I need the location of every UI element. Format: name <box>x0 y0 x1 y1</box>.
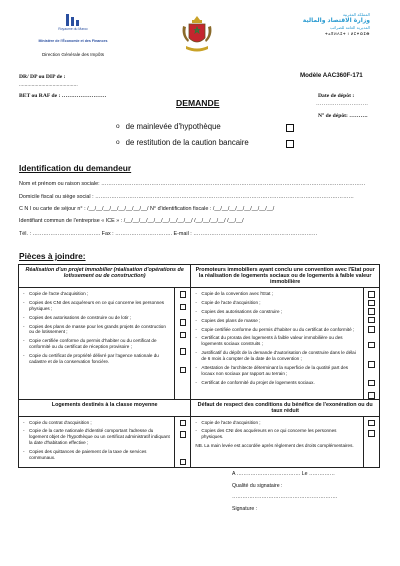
list-item: - Justificatif du dépôt de la demande d'autorisation de construire dans le délai de 6 mois à compter de la date de la convention ; <box>195 350 356 361</box>
piece-checkbox[interactable] <box>180 420 187 427</box>
defaut-respect-checkboxes <box>364 416 380 467</box>
list-item: - Copies des plans de masse ; <box>195 317 261 323</box>
qualite-label: Qualité du signataire : <box>232 483 283 489</box>
ministry-logo <box>34 14 112 57</box>
identification-title: Identification du demandeur <box>19 163 132 173</box>
cni-if-field[interactable]: C N I ou carte de séjour n° : /__/__/__/__/__/__/__/__/ N° d'identification fiscale : /__/__/__/__/__/__/__/__/ <box>19 206 275 212</box>
list-item: - Copie de l'acte d'acquisition ; <box>195 419 261 425</box>
header-defaut-respect: Défaut de respect des conditions du bénéfice de l'exonération ou du taux réduit <box>191 399 380 416</box>
promoteurs-list <box>191 288 364 400</box>
qualite-field[interactable]: ……………………………………………………. <box>232 494 338 500</box>
option-mainlevee <box>116 122 296 131</box>
option-bullet: o <box>116 123 120 130</box>
ministry-name: Ministère de l'Économie et des Finances <box>38 39 108 43</box>
arabic-line-2: وزارة الاقتصاد والمالية <box>302 17 370 25</box>
ice-field[interactable]: Identifiant commun de l'entreprise « ICE » : /__/__/__/__/__/__/__/__/__/ /__/__/__/__/ /__/__/ <box>19 218 244 224</box>
piece-checkbox[interactable] <box>368 291 375 298</box>
piece-checkbox[interactable] <box>368 342 375 349</box>
classe-moyenne-list <box>19 416 175 467</box>
piece-checkbox[interactable] <box>180 459 187 466</box>
piece-checkbox[interactable] <box>368 430 375 437</box>
coat-of-arms-icon <box>180 14 214 54</box>
dr-dp-dots[interactable]: .......................................... <box>19 82 78 88</box>
defaut-respect-list <box>191 416 364 467</box>
list-item: - Copie de la carte nationale d'identité comportant l'adresse du logement objet de l'hypothèque ou un certificat administratif indiquant la date d'habitation effective ; <box>23 428 170 446</box>
projet-immobilier-checkboxes <box>175 288 191 400</box>
royaume-text: Royaume du Maroc <box>58 27 88 31</box>
signature-label[interactable]: Signature : <box>232 506 258 512</box>
list-item: - Copie du contrat d'acquisition ; <box>23 419 92 425</box>
date-depot-label: Date de dépôt : <box>318 93 355 99</box>
piece-checkbox[interactable] <box>180 319 187 326</box>
classe-moyenne-checkboxes <box>175 416 191 467</box>
piece-checkbox[interactable] <box>180 332 187 339</box>
piece-checkbox[interactable] <box>180 304 187 311</box>
piece-checkbox[interactable] <box>180 367 187 374</box>
piece-checkbox[interactable] <box>368 420 375 427</box>
bet-raf-label[interactable]: BET ou RAF de : …………………… <box>19 93 107 99</box>
piece-checkbox[interactable] <box>368 300 375 307</box>
list-item: - Copies des autorisations de construire ; <box>195 308 283 314</box>
model-number: Modèle AAC360F-171 <box>300 72 363 79</box>
piece-checkbox[interactable] <box>368 308 375 315</box>
piece-checkbox[interactable] <box>180 291 187 298</box>
header-classe-moyenne: Logements destinés à la classe moyenne <box>19 399 191 416</box>
list-item: - Copie certifiée conforme du permis d'habiter ou du certificat de conformité ; <box>195 326 355 332</box>
piece-checkbox[interactable] <box>180 431 187 438</box>
projet-immobilier-list <box>19 288 175 400</box>
list-item: - Copies des quittances de paiement de la taxe de services communaux. <box>23 449 147 460</box>
list-item: - Certificat du prorata des logements à faible valeur immobilière ou des logements sociaux construits ; <box>195 335 343 347</box>
arabic-line-3: المديرية العامة للضرائب <box>330 24 370 30</box>
promoteurs-checkboxes <box>364 288 380 400</box>
header-promoteurs: Promoteurs immobiliers ayant conclu une convention avec l'Etat pour la réalisation de logements sociaux ou de logements à faible valeur immobilière <box>191 265 380 288</box>
list-item: - Copies des plans de masse pour les grands projets de construction ou de lotissement ; <box>23 323 166 335</box>
list-item: - Copie du certificat de propriété délivré par l'agence nationale du cadastre et de la conservation foncière. <box>23 353 159 364</box>
piece-checkbox[interactable] <box>368 326 375 333</box>
numero-depot-field[interactable]: N° de dépôt: ………. <box>318 113 368 119</box>
lieu-date-field[interactable]: A ………………………………. Le …………… <box>232 471 335 477</box>
arabic-line-1: المملكة المغربية <box>342 12 370 17</box>
dr-dp-label: DR/ DP ou DIP de : <box>19 74 66 80</box>
piece-checkbox[interactable] <box>180 348 187 355</box>
piece-checkbox[interactable] <box>368 392 375 399</box>
option-label: de mainlevée d'hypothèque <box>125 122 221 131</box>
option-bullet: o <box>116 139 120 146</box>
option-restitution <box>116 138 296 147</box>
list-item: - Copie certifiée conforme du permis d'habiter ou du certificat de conformité ou du certificat de réception provisoire ; <box>23 338 157 350</box>
nb-note: NB. La main levée est accordée après règlement des droits complémentaires. <box>195 443 354 449</box>
pieces-title: Pièces à joindre: <box>19 251 86 261</box>
list-item: - Copies des CNI des acquéreurs en ce qui concerne les personnes physiques ; <box>23 299 165 311</box>
piece-checkbox[interactable] <box>368 317 375 324</box>
list-item: - Copie de l'acte d'acquisition ; <box>23 291 89 296</box>
ministry-emblem-icon <box>64 14 82 26</box>
pieces-table <box>18 264 380 468</box>
mainlevee-checkbox[interactable] <box>286 124 294 132</box>
piece-checkbox[interactable] <box>368 380 375 387</box>
list-item: - Certificat de conformité du projet de logements sociaux. <box>195 379 315 385</box>
direction-name: Direction Générale des Impôts <box>41 52 105 57</box>
piece-checkbox[interactable] <box>368 361 375 368</box>
list-item: - Copie de la convention avec l'Etat ; <box>195 291 273 296</box>
restitution-checkbox[interactable] <box>286 140 294 148</box>
date-depot-field[interactable]: ………………………. <box>316 101 368 107</box>
tifinagh-text: ⵜⴰⴳⵍⴷⵉⵜ ⵏ ⵍⵎⵖⵔⵉⴱ <box>324 32 370 37</box>
arabic-ministry-logo <box>288 12 370 36</box>
list-item: - Copie de l'acte d'acquisition ; <box>195 299 261 305</box>
list-item: - Copies des CNI des acquéreurs en ce qui concerne les personnes physiques. <box>195 428 337 440</box>
header-projet-immobilier: Réalisation d'un projet immobilier (réalisation d'opérations de lotissement ou de construction) <box>19 265 191 288</box>
list-item: - Copies des autorisations de construire ou de lotir ; <box>23 314 132 320</box>
contact-field[interactable]: Tél. : ……………………………….. Fax : ………………………….. E-mail : …………………………………………………………… <box>19 231 318 237</box>
nom-prenom-field[interactable]: Nom et prénom ou raison sociale: ………………………………………………………………………………………………………………………………… <box>19 181 366 187</box>
domicile-fiscal-field[interactable]: Domicile fiscal ou siège social : ……………………………………………………………………………………………………………………………… <box>19 194 354 200</box>
demande-title: DEMANDE <box>176 98 220 108</box>
list-item: - Attestation de l'architecte déterminant la superficie de la quotité part des locaux non sociaux par rapport au terrain ; <box>195 364 349 376</box>
option-label: de restitution de la caution bancaire <box>125 138 249 147</box>
